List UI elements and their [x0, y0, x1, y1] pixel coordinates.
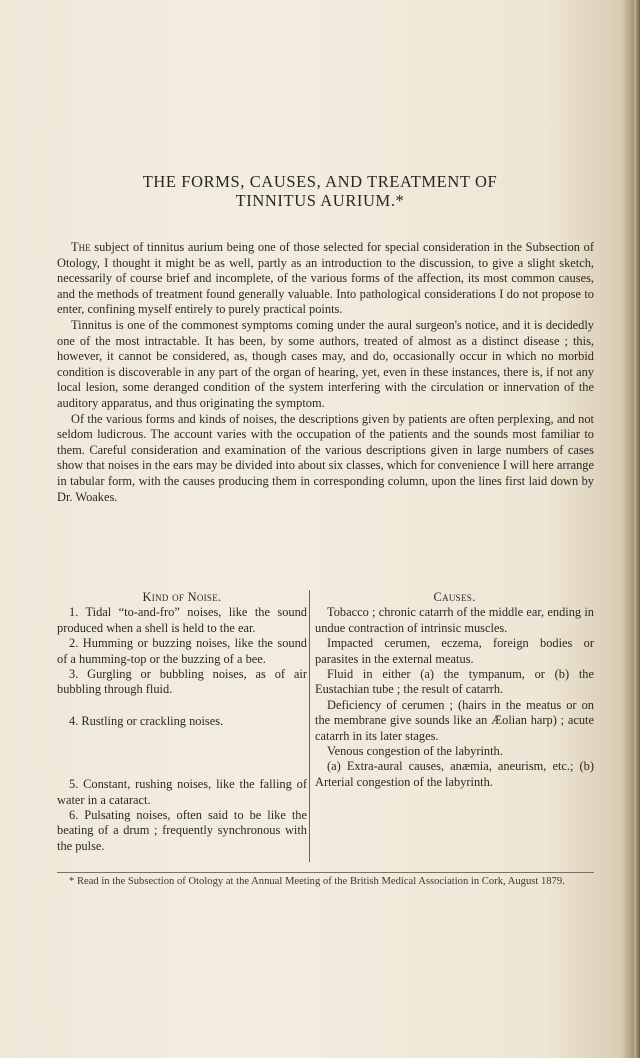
cause-item-5: Venous congestion of the labyrinth.	[327, 744, 503, 759]
noise-item-2: 2. Humming or buzzing noises, like the sound of a humming-top or the buzzing of a bee.	[57, 636, 307, 666]
noise-item-4: 4. Rustling or crackling noises.	[69, 713, 224, 728]
footnote	[57, 872, 594, 888]
title-line-1: THE FORMS, CAUSES, AND TREATMENT OF	[142, 172, 498, 191]
paragraph-1-lead: The	[71, 240, 91, 254]
noise-item-5: 5. Constant, rushing noises, like the falling of water in a cataract.	[57, 777, 307, 807]
noise-column-heading: Kind of Noise.	[142, 590, 222, 604]
article-title	[40, 172, 600, 210]
paragraph-1	[57, 240, 594, 318]
article-body	[57, 240, 594, 505]
cause-column-heading: Causes.	[433, 590, 476, 604]
paragraph-3: Of the various forms and kinds of noises, the descriptions given by patients are often perplexing, and not seldom ludicrous. The account varies with the occupation of the patients and the sounds most familiar to them. Careful consideration and examination of the various descriptions given in large numbers of cases show that noises in the ears may be divided into about six classes, which for convenience I will here arrange in tabular form, with the causes producing them in corresponding column, upon the lines first laid down by Dr. Woakes.	[57, 411, 594, 504]
cause-item-4: Deficiency of cerumen ; (hairs in the meatus or on the membrane give sounds like an Æolian harp) ; acute catarrh in its later stages.	[315, 697, 594, 743]
column-divider	[309, 590, 310, 862]
cause-item-3: Fluid in either (a) the tympanum, or (b) the Eustachian tube ; the result of catarrh.	[315, 667, 594, 697]
cause-item-2: Impacted cerumen, eczema, foreign bodies or parasites in the external meatus.	[315, 636, 594, 666]
noise-item-3: 3. Gurgling or bubbling noises, as of air bubbling through fluid.	[57, 667, 307, 697]
noise-item-1: 1. Tidal “to-and-fro” noises, like the sound produced when a shell is held to the ear.	[57, 605, 307, 635]
page-edge	[634, 0, 640, 1058]
footnote-text: * Read in the Subsection of Otology at the Annual Meeting of the British Medical Association in Cork, August 1879.	[69, 876, 565, 887]
title-line-2: TINNITUS AURIUM.*	[235, 191, 405, 210]
paragraph-2: Tinnitus is one of the commonest symptoms coming under the aural surgeon's notice, and it is decidedly one of the most intractable. It has been, by some authors, treated of almost as a distinct disease ; this, however, it cannot be considered, as, though cases may, and do, occasionally occur in which no morbid condition is discoverable in any part of the organ of hearing, yet, even in these instances, there is, if not any local lesion, some deranged condition of the system interfering with the circulation or innervation of the auditory apparatus, and thus originating the symptom.	[57, 317, 594, 410]
cause-item-1: Tobacco ; chronic catarrh of the middle ear, ending in undue contraction of intrinsic muscles.	[315, 605, 594, 635]
noise-item-6: 6. Pulsating noises, often said to be like the beating of a drum ; frequently synchronous with the pulse.	[57, 808, 307, 853]
noise-column	[57, 590, 307, 854]
paragraph-1-text: subject of tinnitus aurium being one of those selected for special consideration in the Subsection of Otology, I thought it might be as well, partly as an introduction to the discussion, to give a slight sketch, necessarily of course brief and incomplete, of the various forms of the affection, its most common causes, and the methods of treatment found generally valuable. Into pathological considerations I do not propose to enter, confining myself entirely to purely practical points.	[57, 240, 594, 317]
cause-item-6: (a) Extra-aural causes, anæmia, aneurism, etc.; (b) Arterial congestion of the labyrinth.	[315, 759, 594, 789]
cause-column	[315, 590, 594, 790]
noise-cause-table	[57, 590, 594, 862]
